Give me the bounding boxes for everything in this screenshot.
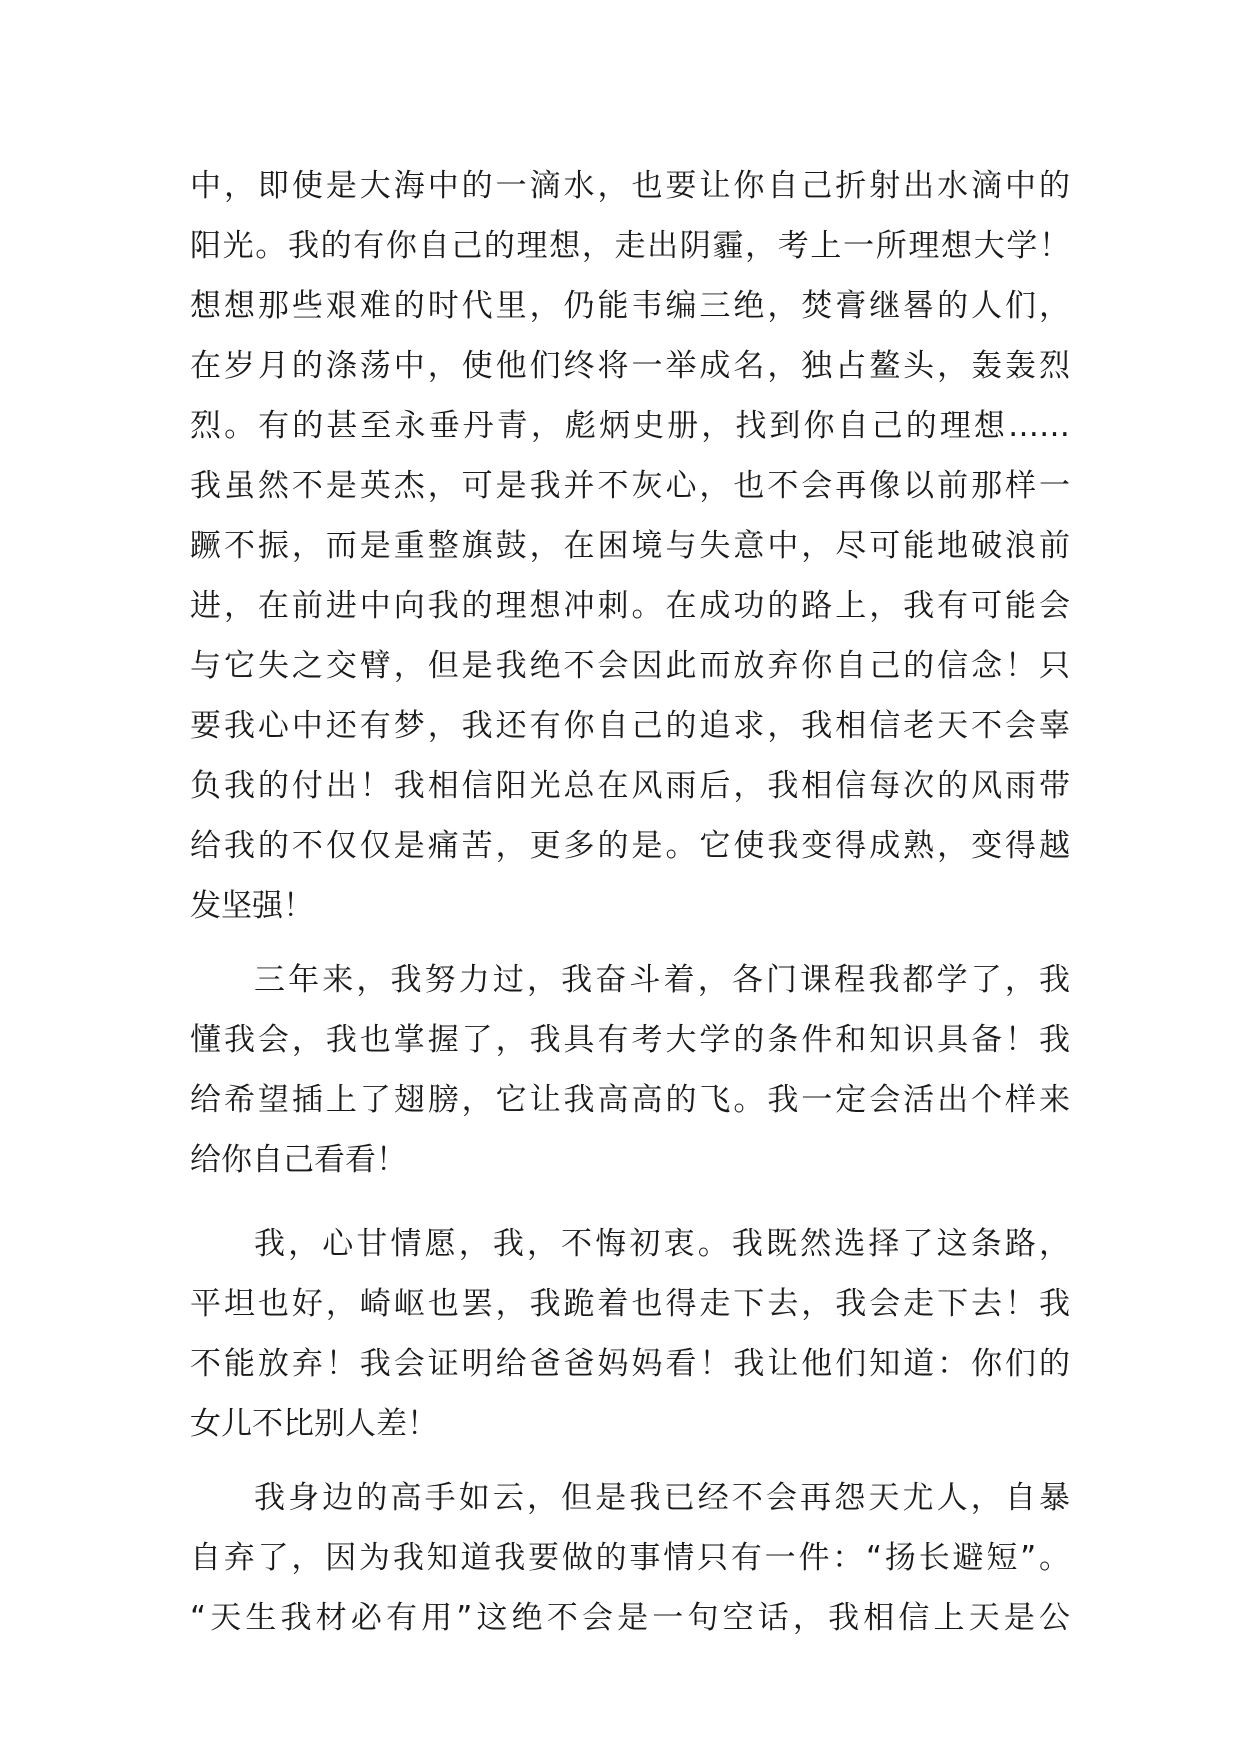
text-line: 我虽然不是英杰，可是我并不灰心，也不会再像以前那样一 [190,468,1070,504]
text-line: 蹶不振，而是重整旗鼓，在困境与失意中，尽可能地破浪前 [190,528,1070,564]
text-line: 给希望插上了翅膀，它让我高高的飞。我一定会活出个样来 [190,1082,1070,1118]
text-line: 在岁月的涤荡中，使他们终将一举成名，独占鳌头，轰轰烈 [190,348,1070,384]
text-line: 懂我会，我也掌握了，我具有考大学的条件和知识具备！我 [190,1022,1070,1058]
document-body [190,156,1070,1648]
paragraph-spacer [190,1190,1070,1214]
text-line: 自弃了，因为我知道我要做的事情只有一件：“扬长避短”。 [190,1540,1070,1576]
paragraph-spacer [190,1454,1070,1468]
text-line: 中，即使是大海中的一滴水，也要让你自己折射出水滴中的 [190,168,1070,204]
paragraph-spacer [190,936,1070,950]
paragraph-3 [190,1214,1070,1454]
text-line: 给你自己看看！ [190,1142,407,1178]
text-line: 我身边的高手如云，但是我已经不会再怨天尤人，自暴 [254,1480,1070,1516]
paragraph-4 [190,1468,1070,1648]
text-line: 给我的不仅仅是痛苦，更多的是。它使我变得成熟，变得越 [190,828,1070,864]
text-line: 发坚强！ [190,888,314,924]
text-line: 负我的付出！我相信阳光总在风雨后，我相信每次的风雨带 [190,768,1070,804]
text-line: 三年来，我努力过，我奋斗着，各门课程我都学了，我 [254,962,1070,998]
text-line: 我，心甘情愿，我，不悔初衷。我既然选择了这条路， [254,1226,1070,1262]
paragraph-1 [190,156,1070,936]
text-line: 阳光。我的有你自己的理想，走出阴霾，考上一所理想大学！ [190,228,1070,264]
text-line: 平坦也好，崎岖也罢，我跪着也得走下去，我会走下去！我 [190,1286,1070,1322]
text-line: 想想那些艰难的时代里，仍能韦编三绝，焚膏继晷的人们， [190,288,1070,324]
text-line: 女儿不比别人差！ [190,1406,438,1442]
text-line: 不能放弃！我会证明给爸爸妈妈看！我让他们知道：你们的 [190,1346,1070,1382]
text-line: 进，在前进中向我的理想冲刺。在成功的路上，我有可能会 [190,588,1070,624]
paragraph-2 [190,950,1070,1190]
text-line: 烈。有的甚至永垂丹青，彪炳史册，找到你自己的理想…… [190,408,1070,444]
text-line: 与它失之交臂，但是我绝不会因此而放弃你自己的信念！只 [190,648,1070,684]
text-line: 要我心中还有梦，我还有你自己的追求，我相信老天不会辜 [190,708,1070,744]
text-line: “天生我材必有用”这绝不会是一句空话，我相信上天是公 [190,1600,1070,1636]
